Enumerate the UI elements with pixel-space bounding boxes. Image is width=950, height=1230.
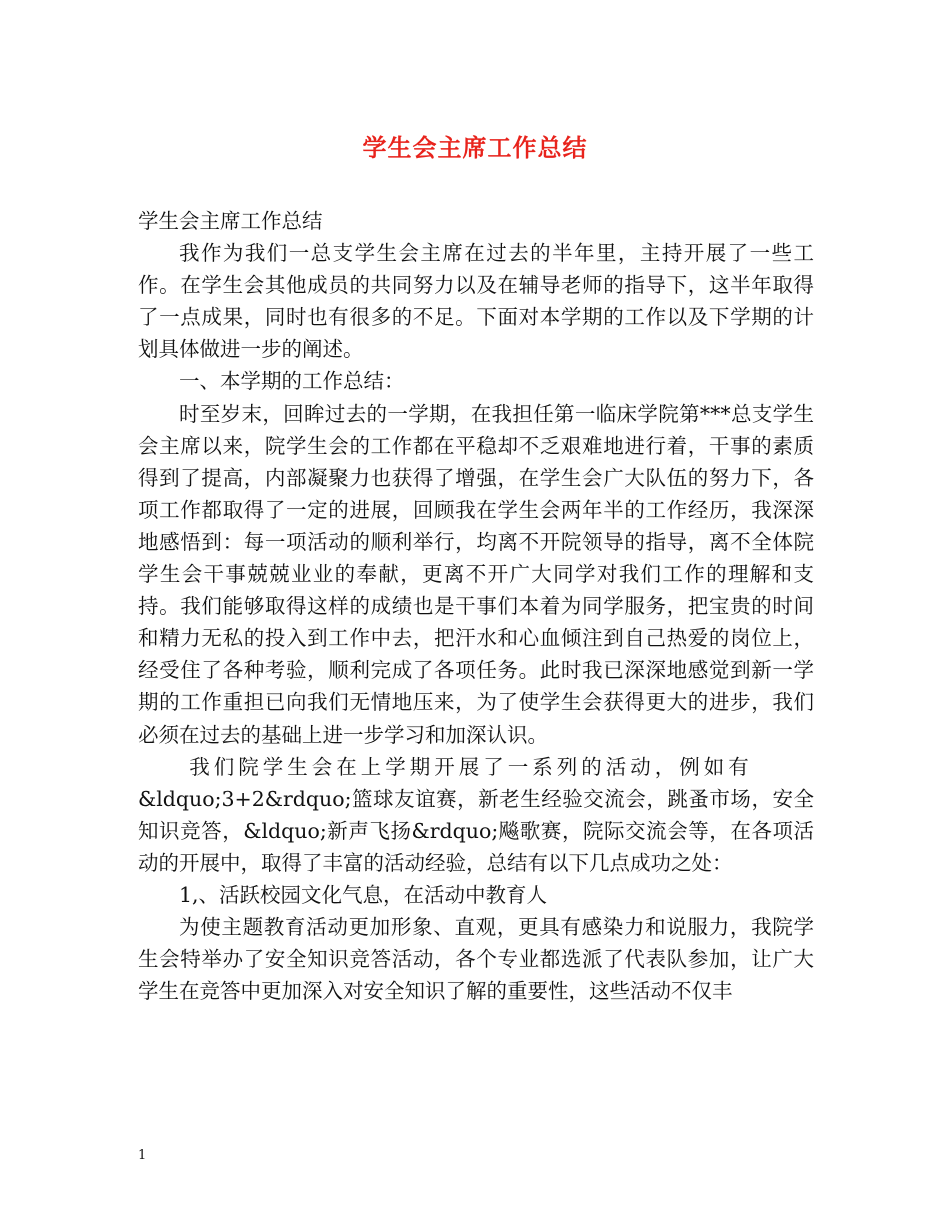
document-body <box>138 205 814 1007</box>
body-paragraph-activities: &ldquo;3+2&rdquo;篮球友谊赛，新老生经验交流会，跳蚤市场，安全知识竞答，&ldquo;新声飞扬&rdquo;飚歌赛，院际交流会等，在各项活动的开展中，取得了丰富的活动经验，总结有以下几点成功之处： <box>138 786 814 875</box>
page-number: 1 <box>138 1148 147 1163</box>
document-title: 学生会主席工作总结 <box>362 134 588 162</box>
list-item-1: 1,、活跃校园文化气息，在活动中教育人 <box>179 882 548 907</box>
body-paragraph-review: 时至岁末，回眸过去的一学期，在我担任第一临床学院第***总支学生会主席以来，院学生会的工作都在平稳却不乏艰难地进行着，干事的素质得到了提高，内部凝聚力也获得了增强，在学生会广大队伍的努力下，各项工作都取得了一定的进展，回顾我在学生会两年半的工作经历，我深深地感悟到：每一项活动的顺利举行，均离不开院领导的指导，离不全体院学生会干事兢兢业业的奉献，更离不开广大同学对我们工作的理解和支持。我们能够取得这样的成绩也是干事们本着为同学服务，把宝贵的时间和精力无私的投入到工作中去，把汗水和心血倾注到自己热爱的岗位上，经受住了各种考验，顺利完成了各项任务。此时我已深深地感觉到新一学期的工作重担已向我们无情地压来，为了使学生会获得更大的进步，我们必须在过去的基础上进一步学习和加深认识。 <box>138 401 814 747</box>
section-heading-1: 一、本学期的工作总结： <box>179 369 405 394</box>
body-paragraph-activities-lead: 我们院学生会在上学期开展了一系列的活动，例如有 <box>189 754 753 779</box>
body-paragraph-heading: 学生会主席工作总结 <box>138 209 323 233</box>
body-paragraph-intro: 我作为我们一总支学生会主席在过去的半年里，主持开展了一些工作。在学生会其他成员的共同努力以及在辅导老师的指导下，这半年取得了一点成果，同时也有很多的不足。下面对本学期的工作以及下学期的计划具体做进一步的阐述。 <box>138 241 814 362</box>
body-paragraph-safety: 为使主题教育活动更加形象、直观，更具有感染力和说服力，我院学生会特举办了安全知识竞答活动，各个专业都选派了代表队参加，让广大学生在竞答中更加深入对安全知识了解的重要性，这些活动不仅丰 <box>138 915 814 1004</box>
